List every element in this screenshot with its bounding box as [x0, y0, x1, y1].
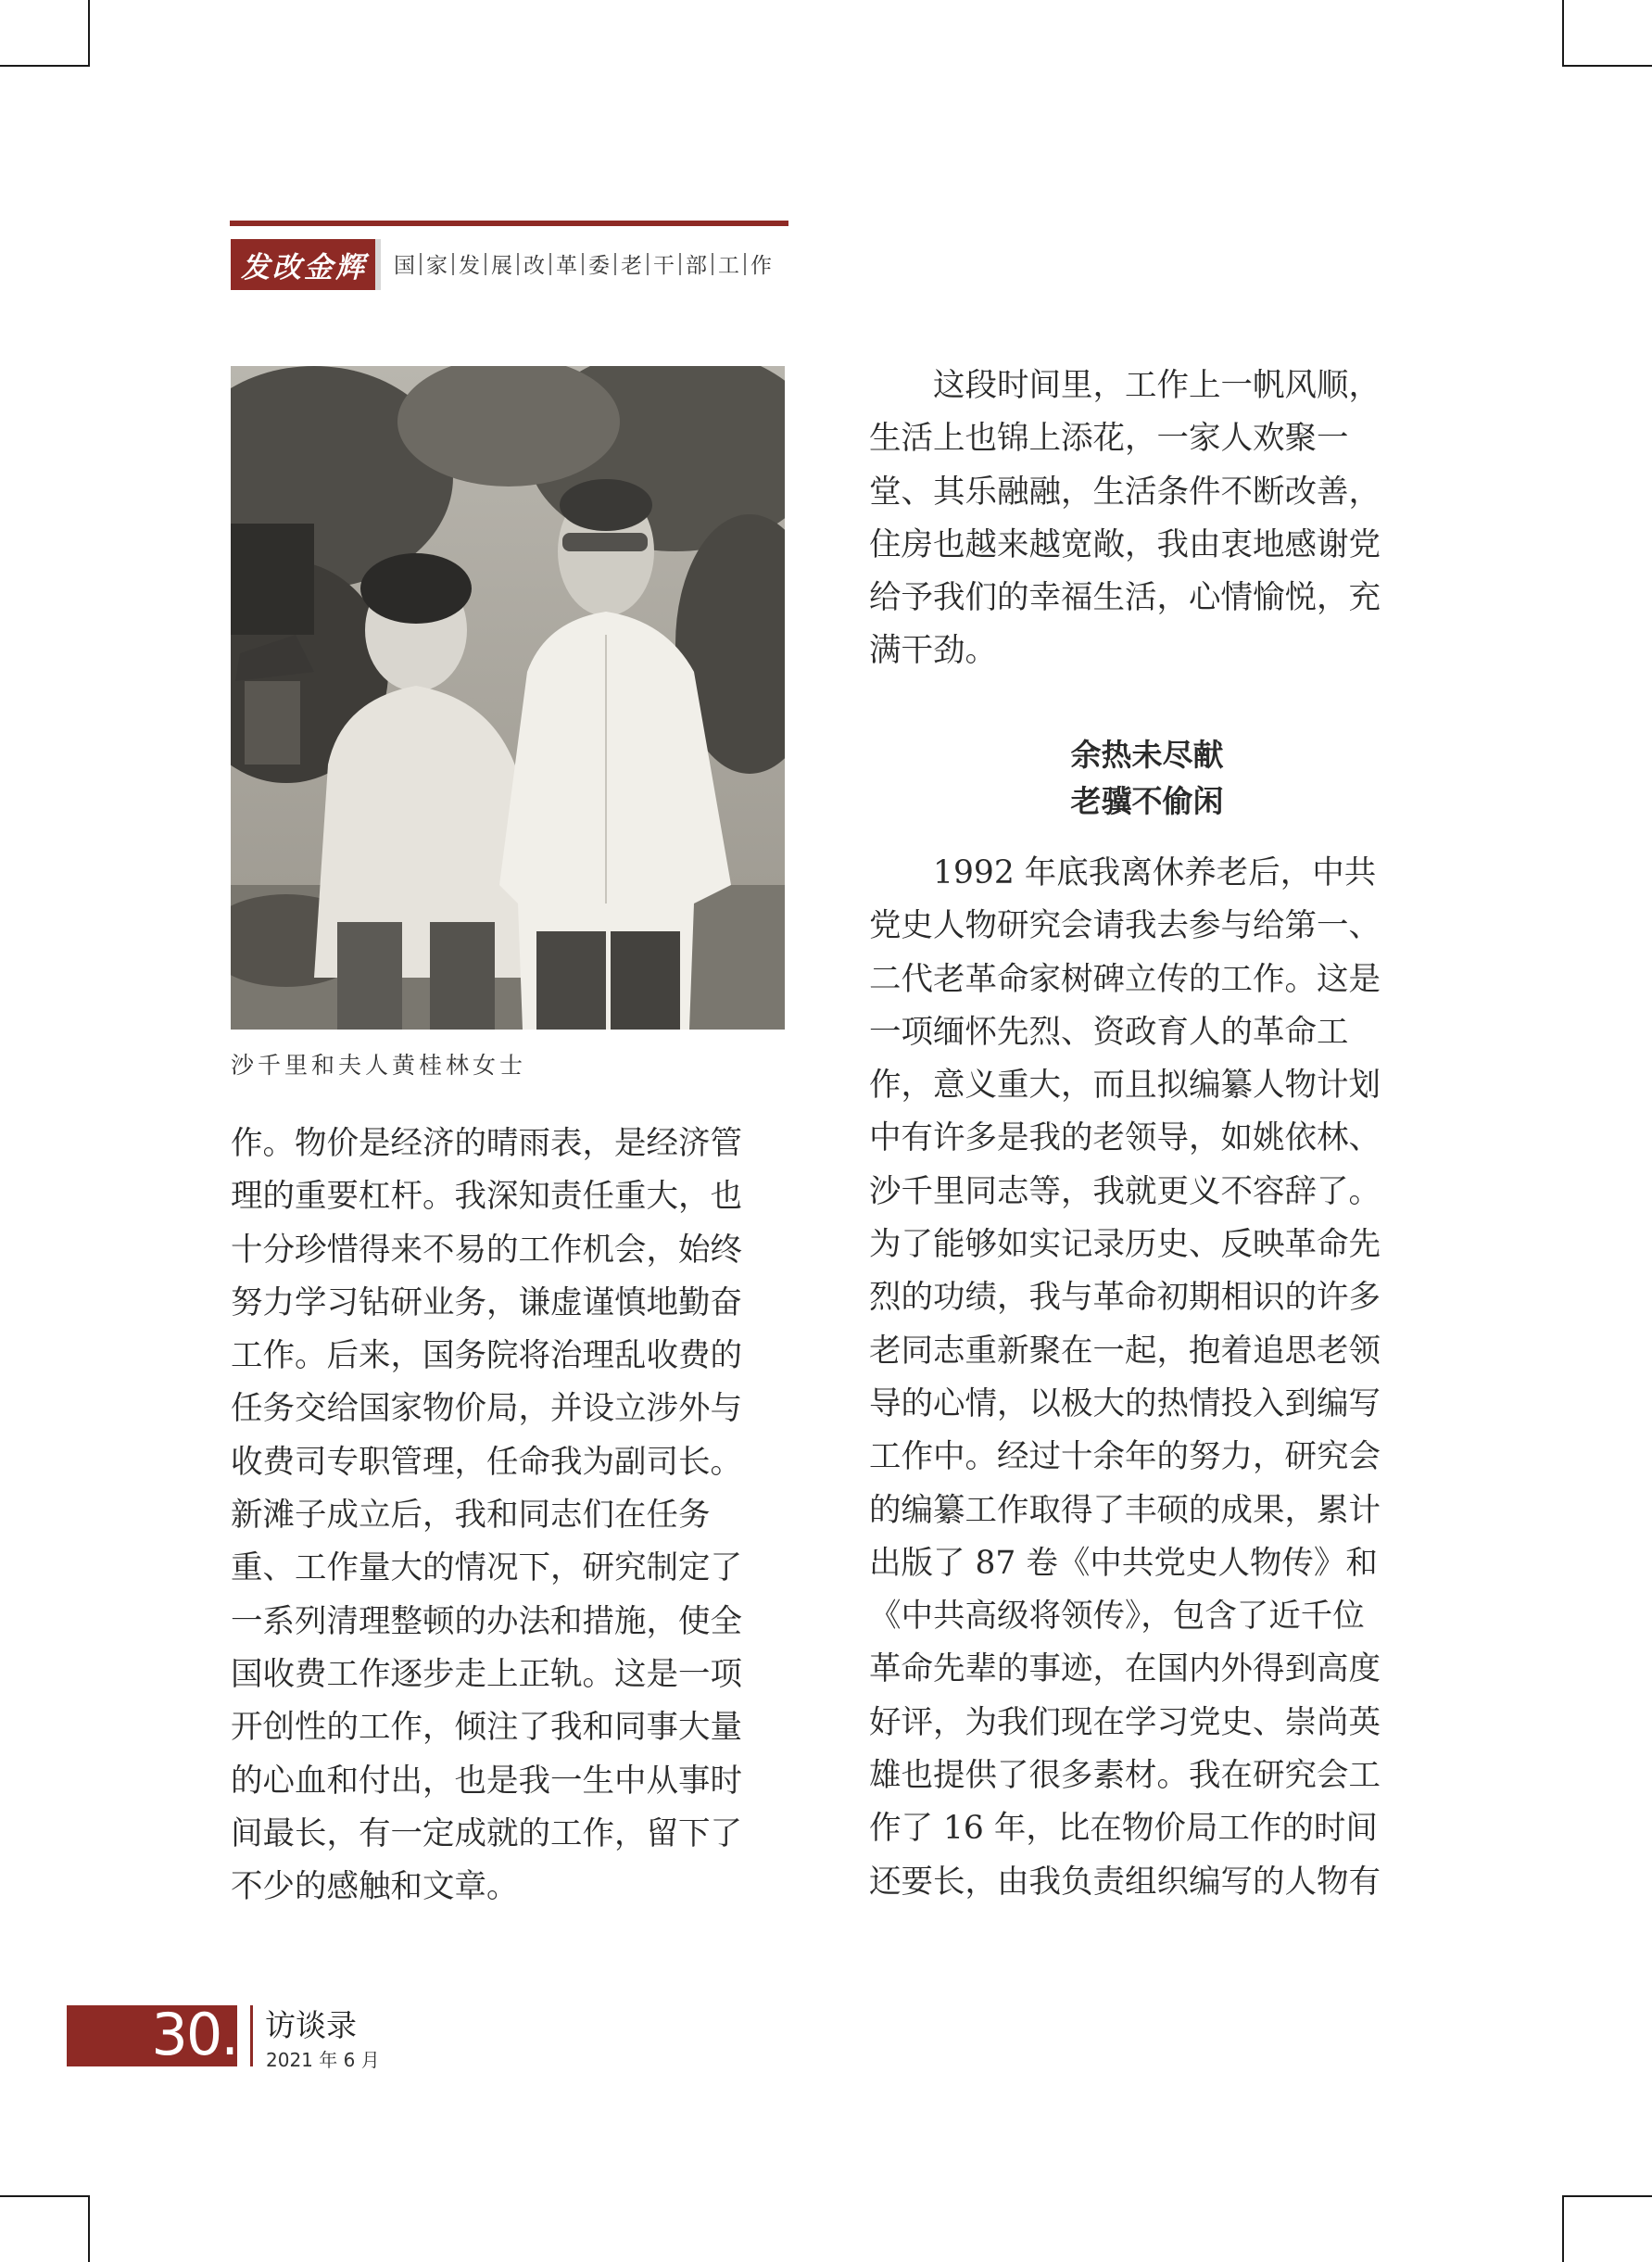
subtitle-separator	[485, 253, 486, 275]
brand-logo: 发改金辉	[231, 239, 377, 290]
text-line: 为了能够如实记录历史、反映革命先	[869, 1226, 1381, 1264]
text-line: 这段时间里，工作上一帆风顺，	[869, 367, 1381, 404]
subtitle-char: 工	[718, 254, 739, 278]
left-column-text	[231, 1118, 787, 1914]
text-line: 革命先辈的事迹，在国内外得到高度	[869, 1650, 1381, 1688]
text-line: 沙千里同志等，我就更义不容辞了。	[869, 1172, 1381, 1210]
page-number: 30.	[151, 2001, 237, 2068]
text-line: 1992 年底我离休养老后，中共	[869, 854, 1377, 891]
header-subtitle	[394, 248, 772, 279]
text-line: 一系列清理整顿的办法和措施，使全	[231, 1602, 742, 1640]
subtitle-char: 展	[491, 254, 512, 278]
subtitle-separator	[452, 253, 454, 275]
subtitle-separator	[679, 253, 681, 275]
section-name: 访谈录	[265, 2007, 357, 2043]
text-line: 生活上也锦上添花，一家人欢聚一	[869, 420, 1349, 458]
text-line: 导的心情，以极大的热情投入到编写	[869, 1384, 1381, 1422]
subtitle-char: 老	[621, 254, 642, 278]
subtitle-char: 家	[426, 254, 448, 278]
text-line: 党史人物研究会请我去参与给第一、	[869, 907, 1381, 945]
text-line: 工作。后来，国务院将治理乱收费的	[231, 1337, 742, 1375]
section-heading-line2: 老骥不偷闲	[1070, 783, 1224, 819]
text-line: 老同志重新聚在一起，抱着追思老领	[869, 1332, 1381, 1370]
right-column-intro	[869, 360, 1425, 678]
text-line: 理的重要杠杆。我深知责任重大，也	[231, 1178, 742, 1216]
text-line: 工作中。经过十余年的努力，研究会	[869, 1438, 1381, 1476]
footer-separator	[250, 2005, 253, 2066]
text-line: 满干劲。	[869, 632, 997, 670]
brand-shadow	[375, 239, 381, 290]
crop-mark	[88, 0, 90, 67]
header-rule	[230, 221, 788, 226]
crop-mark	[1562, 2195, 1564, 2262]
text-line: 开创性的工作，倾注了我和同事大量	[231, 1709, 742, 1747]
text-line: 重、工作量大的情况下，研究制定了	[231, 1549, 742, 1587]
photo-caption: 沙千里和夫人黄桂林女士	[231, 1052, 527, 1079]
text-line: 作，意义重大，而且拟编纂人物计划	[869, 1067, 1381, 1105]
text-line: 任务交给国家物价局，并设立涉外与	[231, 1390, 742, 1428]
subtitle-separator	[744, 253, 746, 275]
photo	[231, 366, 785, 1030]
crop-mark	[0, 2195, 90, 2197]
issue-date: 2021 年 6 月	[266, 2049, 380, 2071]
text-line: 《中共高级将领传》，包含了近千位	[869, 1598, 1365, 1636]
crop-mark	[0, 65, 90, 67]
subtitle-char: 作	[750, 254, 772, 278]
subtitle-separator	[712, 253, 713, 275]
subtitle-separator	[420, 253, 422, 275]
text-line: 国收费工作逐步走上正轨。这是一项	[231, 1655, 742, 1693]
text-line: 烈的功绩，我与革命初期相识的许多	[869, 1279, 1381, 1317]
subtitle-separator	[647, 253, 649, 275]
text-line: 还要长，由我负责组织编写的人物有	[869, 1863, 1381, 1901]
subtitle-separator	[582, 253, 584, 275]
text-line: 收费司专职管理，任命我为副司长。	[231, 1443, 742, 1481]
crop-mark	[1562, 2195, 1652, 2197]
text-line: 二代老革命家树碑立传的工作。这是	[869, 960, 1381, 998]
text-line: 努力学习钻研业务，谦虚谨慎地勤奋	[231, 1283, 742, 1321]
text-line: 的心血和付出，也是我一生中从事时	[231, 1762, 742, 1800]
text-line: 新滩子成立后，我和同志们在任务	[231, 1497, 711, 1535]
text-line: 住房也越来越宽敞，我由衷地感谢党	[869, 525, 1381, 563]
text-line: 间最长，有一定成就的工作，留下了	[231, 1814, 742, 1852]
text-line: 作了 16 年，比在物价局工作的时间	[869, 1810, 1378, 1848]
photo-illustration	[231, 366, 785, 1030]
section-heading	[869, 732, 1425, 825]
crop-mark	[1562, 0, 1564, 67]
text-line: 雄也提供了很多素材。我在研究会工	[869, 1757, 1381, 1795]
right-column-text	[869, 847, 1425, 1909]
subtitle-char: 发	[459, 254, 480, 278]
subtitle-separator	[549, 253, 551, 275]
section-heading-line1: 余热未尽献	[1070, 737, 1224, 773]
text-line: 好评，为我们现在学习党史、崇尚英	[869, 1703, 1381, 1741]
subtitle-char: 国	[394, 254, 415, 278]
crop-mark	[88, 2195, 90, 2262]
text-line: 出版了 87 卷《中共党史人物传》和	[869, 1544, 1378, 1582]
subtitle-char: 革	[556, 254, 577, 278]
crop-mark	[1562, 65, 1652, 67]
subtitle-separator	[614, 253, 616, 275]
text-line: 一项缅怀先烈、资政育人的革命工	[869, 1013, 1349, 1051]
text-line: 堂、其乐融融，生活条件不断改善，	[869, 473, 1381, 511]
text-line: 作。物价是经济的晴雨表，是经济管	[231, 1125, 742, 1162]
text-line: 十分珍惜得来不易的工作机会，始终	[231, 1231, 742, 1269]
subtitle-char: 部	[686, 254, 707, 278]
page-number-box	[67, 2001, 237, 2068]
text-line: 不少的感触和文章。	[231, 1868, 519, 1906]
subtitle-char: 改	[523, 254, 545, 278]
subtitle-char: 干	[653, 254, 675, 278]
text-line: 中有许多是我的老领导，如姚依林、	[869, 1119, 1381, 1157]
subtitle-separator	[517, 253, 519, 275]
text-line: 给予我们的幸福生活，心情愉悦，充	[869, 579, 1381, 617]
subtitle-char: 委	[588, 254, 610, 278]
text-line: 的编纂工作取得了丰硕的成果，累计	[869, 1491, 1381, 1529]
